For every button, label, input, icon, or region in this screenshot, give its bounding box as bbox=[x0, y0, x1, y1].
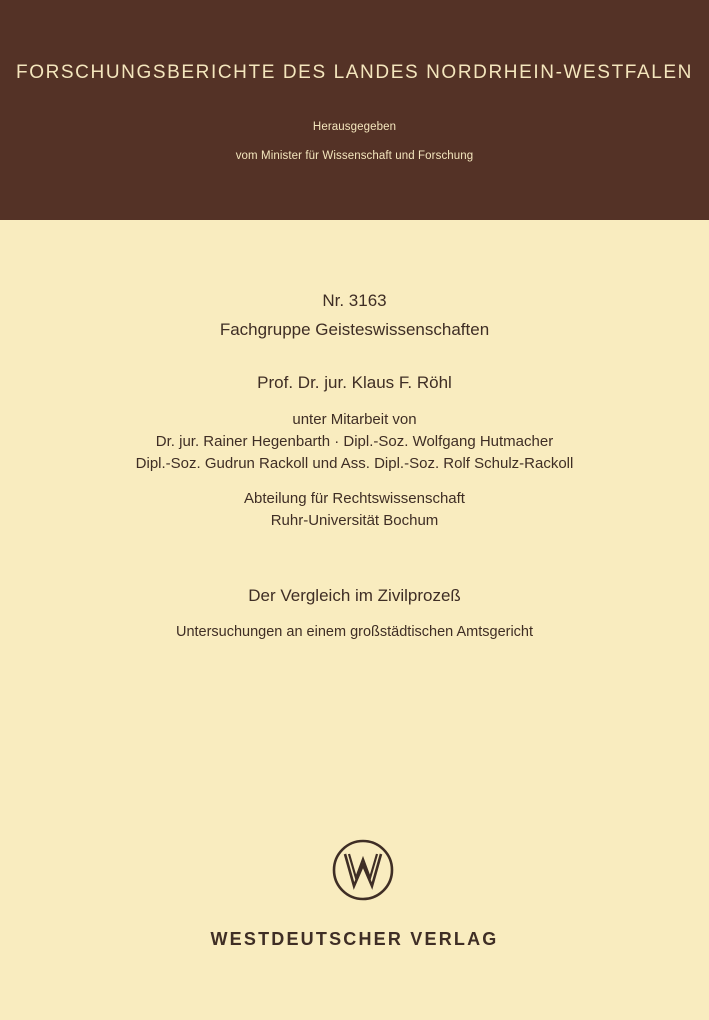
wv-monogram-svg bbox=[331, 838, 395, 902]
publisher-imprint: WESTDEUTSCHER VERLAG bbox=[210, 929, 499, 949]
volume-number: Nr. 3163 bbox=[322, 291, 387, 310]
published-by-label: Herausgegeben bbox=[312, 121, 397, 133]
header-band bbox=[0, 0, 709, 220]
wv-monogram-icon bbox=[331, 838, 395, 902]
collaboration-intro: unter Mitarbeit von bbox=[292, 411, 417, 428]
work-subtitle: Untersuchungen an einem großstädtischen Amtsgericht bbox=[175, 624, 534, 640]
collaborators-line-1: Dr. jur. Rainer Hegenbarth · Dipl.-Soz. Wolfgang Hutmacher bbox=[155, 433, 554, 450]
collaborators-line-2: Dipl.-Soz. Gudrun Rackoll und Ass. Dipl.-Soz. Rolf Schulz-Rackoll bbox=[135, 455, 574, 472]
publisher-line: vom Minister für Wissenschaft und Forschung bbox=[235, 150, 474, 162]
series-title: FORSCHUNGSBERICHTE DES LANDES NORDRHEIN-WESTFALEN bbox=[16, 62, 693, 83]
subject-group: Fachgruppe Geisteswissenschaften bbox=[219, 320, 490, 339]
work-title: Der Vergleich im Zivilprozeß bbox=[248, 586, 461, 605]
main-author: Prof. Dr. jur. Klaus F. Röhl bbox=[257, 373, 452, 392]
department: Abteilung für Rechtswissenschaft bbox=[244, 490, 465, 507]
university: Ruhr-Universität Bochum bbox=[270, 512, 439, 529]
